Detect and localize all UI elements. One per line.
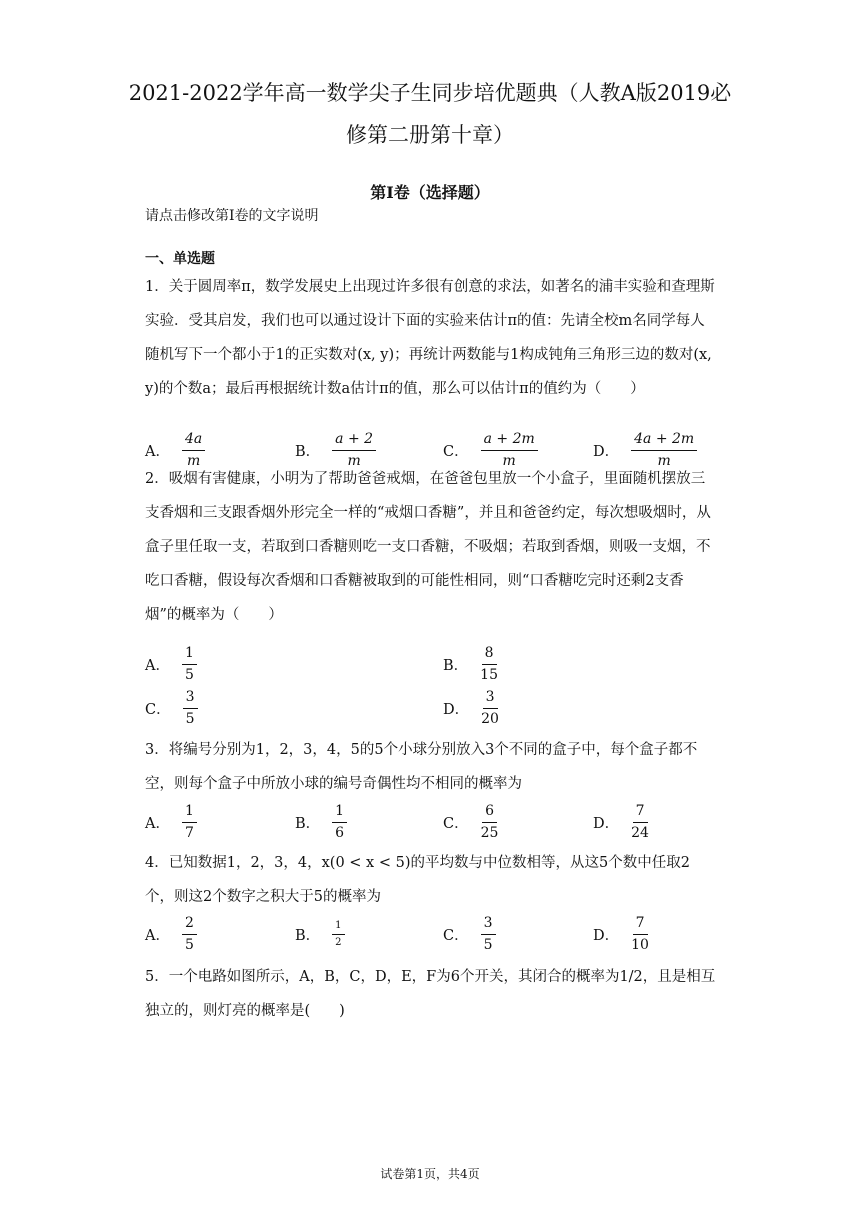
question-2-options-row1 (145, 642, 745, 686)
option-b[interactable]: B． $\frac{8}{15}$ (443, 644, 498, 683)
fraction: $\frac{1}{7}$ (182, 803, 197, 842)
section-heading: 一、单选题 (145, 251, 215, 267)
fraction: $\frac{2}{5}$ (182, 915, 197, 954)
option-a[interactable]: A． $\frac{1}{5}$ (145, 642, 197, 686)
option-a[interactable]: A． $\frac{2}{5}$ (145, 912, 197, 956)
fraction: $\frac{8}{15}$ (480, 644, 498, 683)
option-b[interactable]: B． $\frac{a + 2}{m}$ (295, 428, 376, 472)
page-footer: 试卷第1页，共4页 (380, 1167, 480, 1181)
section-title: 第I卷（选择题） (370, 183, 490, 202)
question-2-text: 2．吸烟有害健康，小明为了帮助爸爸戒烟，在爸爸包里放一个小盒子，里面随机摆放三支香烟和三支跟香烟外形完全一样的“戒烟口香糖”，并且和爸爸约定，每次想吸烟时，从盒子里任取一支，若取到口香糖则吃一支口香糖，不吸烟；若取到香烟，则吸一支烟，不吃口香糖，假设每次香烟和口香糖被取到的可能性相同，则“口香糖吃完时还剩2支香烟”的概率为（ ） (145, 471, 711, 623)
option-b[interactable]: B． $\frac{1}{6}$ (295, 800, 347, 844)
option-c[interactable]: C． $\frac{3}{5}$ (443, 912, 496, 956)
option-b[interactable]: B． $\frac{1}{2}$ (295, 912, 345, 956)
fraction: $\frac{3}{5}$ (183, 689, 198, 728)
fraction: $\frac{1}{5}$ (182, 645, 197, 684)
question-5-text: 5．一个电路如图所示，A，B，C，D，E，F为6个开关，其闭合的概率为1/2，且是相互独立的，则灯亮的概率是( ) (145, 969, 716, 1019)
option-c[interactable]: C． $\frac{3}{5}$ (145, 686, 198, 730)
question-4-text: 4．已知数据1，2，3，4，x(0 < x < 5)的平均数与中位数相等，从这5个数中任取2个，则这2个数字之积大于5的概率为 (145, 855, 690, 905)
option-d[interactable]: D． $\frac{3}{20}$ (443, 688, 499, 727)
fraction: $\frac{6}{25}$ (480, 802, 499, 841)
fraction: $\frac{7}{24}$ (631, 802, 649, 841)
fraction: $\frac{a + 2}{m}$ (332, 431, 376, 470)
exam-title-line2: 修第二册第十章） (346, 123, 514, 147)
fraction: $\frac{4a + 2m}{m}$ (631, 431, 697, 470)
fraction: $\frac{3}{5}$ (481, 915, 496, 954)
question-3-options (145, 800, 745, 844)
option-d[interactable]: D． $\frac{4a + 2m}{m}$ (593, 428, 697, 472)
option-a[interactable]: A． $\frac{1}{7}$ (145, 800, 197, 844)
option-c[interactable]: C． $\frac{6}{25}$ (443, 802, 499, 841)
option-d[interactable]: D． $\frac{7}{10}$ (593, 914, 649, 953)
fraction: $\frac{7}{10}$ (631, 914, 649, 953)
question-1-text: 1．关于圆周率π，数学发展史上出现过许多很有创意的求法，如著名的浦丰实验和查理斯实验．受其启发，我们也可以通过设计下面的实验来估计π的值：先请全校m名同学每人随机写下一个都小于1的正实数对(x, y)；再统计两数能与1构成钝角三角形三边的数对(x, y)的个数a；最后再根据统计数a估计π的值，那么可以估计π的值约为（ ） (145, 279, 715, 397)
question-2-options-row2 (145, 686, 745, 730)
option-c[interactable]: C． $\frac{a + 2m}{m}$ (443, 428, 538, 472)
fraction: $\frac{3}{20}$ (481, 688, 499, 727)
exam-title-line1: 2021-2022学年高一数学尖子生同步培优题典（人教A版2019必 (128, 81, 732, 105)
question-4-options (145, 912, 745, 956)
option-d[interactable]: D． $\frac{7}{24}$ (593, 802, 649, 841)
fraction: $\frac{4a}{m}$ (182, 431, 205, 470)
fraction: $\frac{a + 2m}{m}$ (481, 431, 538, 470)
question-3-text: 3．将编号分别为1，2，3，4，5的5个小球分别放入3个不同的盒子中，每个盒子都不空，则每个盒子中所放小球的编号奇偶性均不相同的概率为 (145, 742, 698, 792)
section-note: 请点击修改第I卷的文字说明 (145, 208, 319, 224)
fraction: $\frac{1}{2}$ (332, 920, 344, 949)
fraction: $\frac{1}{6}$ (332, 803, 347, 842)
option-a[interactable]: A． $\frac{4a}{m}$ (145, 428, 205, 472)
